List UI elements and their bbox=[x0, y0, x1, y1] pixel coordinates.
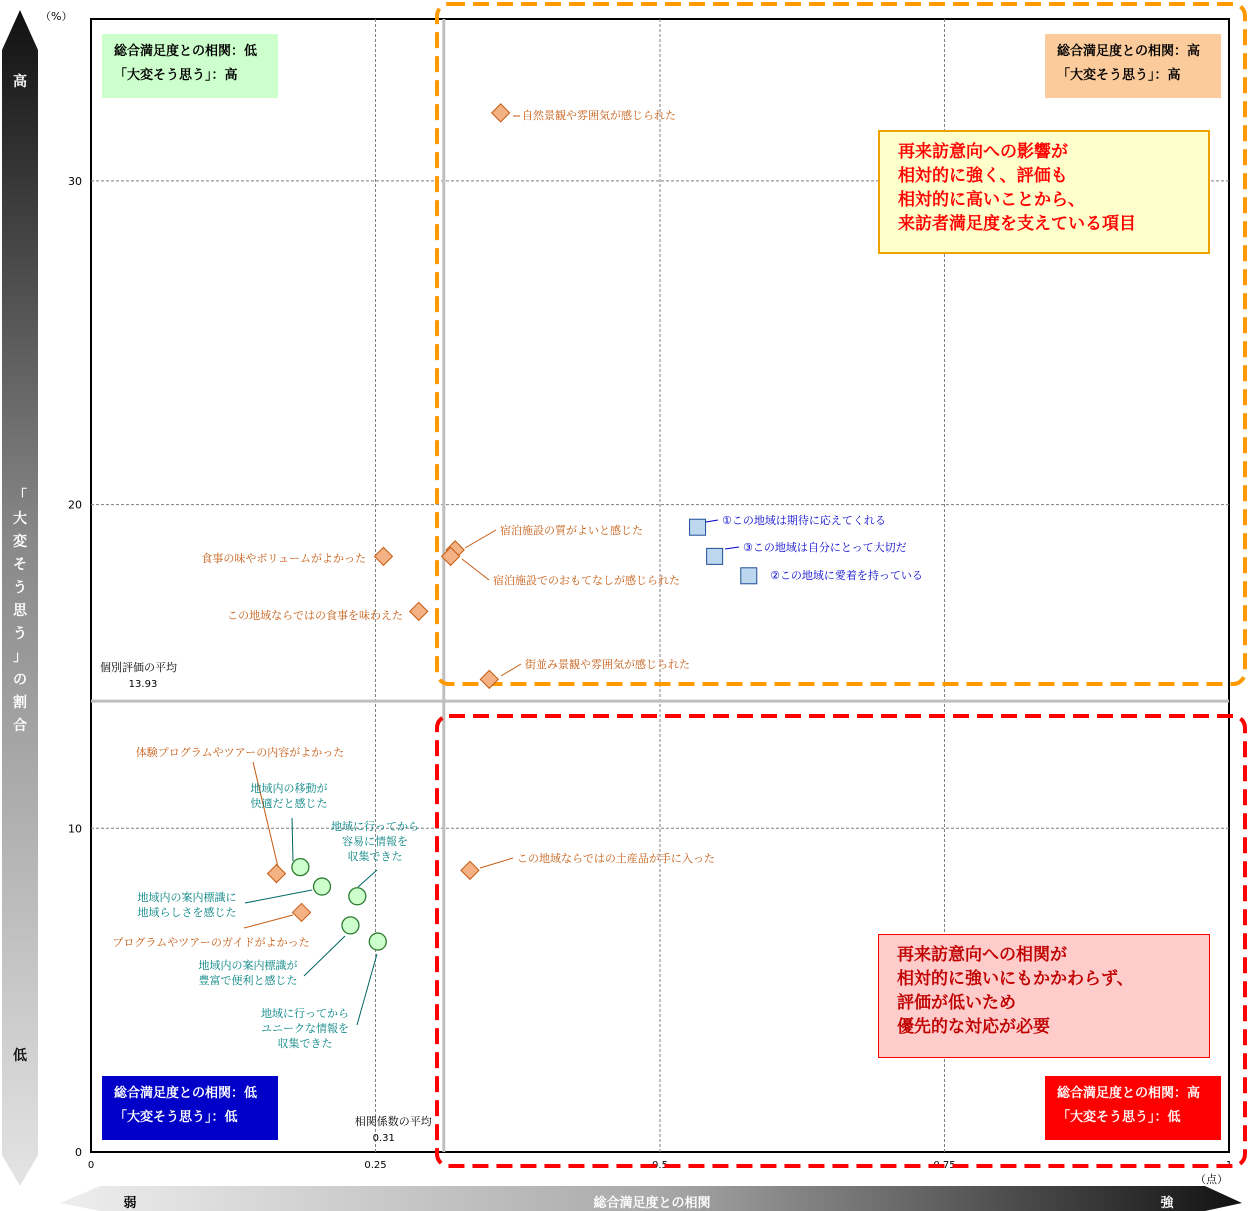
y-axis-title-char: 合 bbox=[13, 718, 27, 734]
x-axis-strong-label: 強 bbox=[1160, 1196, 1174, 1211]
y-tick-label: 10 bbox=[68, 822, 82, 836]
callout-strength-line3: 相対的に高いことから、 bbox=[898, 190, 1085, 210]
point-label: 宿泊施設でのおもてなしが感じられた bbox=[493, 574, 680, 587]
y-axis-title-char: そ bbox=[13, 557, 27, 573]
circle-marker bbox=[292, 859, 309, 876]
x-axis-weak-label: 弱 bbox=[123, 1196, 137, 1211]
circle-marker bbox=[314, 878, 331, 895]
y-axis-title-char: 「 bbox=[13, 488, 27, 504]
quadrant-tl-line2: 「大変そう思う」：高 bbox=[114, 68, 238, 83]
y-axis-title-char: 」 bbox=[13, 649, 27, 665]
x-tick-label: 0.5 bbox=[652, 1160, 668, 1171]
quadrant-bl-line1: 総合満足度との相関：低 bbox=[114, 1086, 258, 1101]
callout-priority-line1: 再来訪意向への相関が bbox=[897, 945, 1067, 965]
y-axis-title-char: 思 bbox=[13, 603, 27, 619]
mean-rating-value: 13.93 bbox=[128, 679, 158, 691]
point-label: 街並み景観や雰囲気が感じられた bbox=[525, 658, 690, 671]
quadrant-bl-line2: 「大変そう思う」：低 bbox=[114, 1110, 238, 1125]
circle-marker bbox=[369, 933, 386, 950]
y-axis-title bbox=[13, 487, 28, 734]
y-axis-title-char: の bbox=[13, 672, 27, 688]
x-tick-label: 0.25 bbox=[364, 1160, 387, 1171]
point-label: 宿泊施設の質がよいと感じた bbox=[500, 524, 643, 537]
point-label: 地域内の案内標識が豊富で便利と感じた bbox=[198, 959, 298, 987]
point-label: ③この地域は自分にとって大切だ bbox=[743, 541, 907, 554]
y-axis-title-char: う bbox=[13, 580, 27, 596]
quadrant-br-line2: 「大変そう思う」：低 bbox=[1057, 1110, 1181, 1125]
y-axis-title-char: 大 bbox=[13, 511, 27, 527]
circle-marker bbox=[342, 917, 359, 934]
point-label: この地域ならではの土産品が手に入った bbox=[517, 852, 715, 865]
callout-priority-line2: 相対的に強いにもかかわらず、 bbox=[897, 969, 1134, 989]
quadrant-label-bottom-right bbox=[1045, 1076, 1221, 1140]
mean-correlation-label: 相関係数の平均 bbox=[354, 1115, 432, 1128]
point-label: 食事の味やボリュームがよかった bbox=[201, 552, 366, 565]
quadrant-br-line1: 総合満足度との相関：高 bbox=[1057, 1086, 1201, 1101]
square-marker bbox=[707, 548, 723, 564]
y-unit-label: （%） bbox=[40, 10, 73, 23]
circle-marker bbox=[349, 888, 366, 905]
point-label: 体験プログラムやツアーの内容がよかった bbox=[135, 746, 345, 759]
point-label: 地域内の案内標識に地域らしさを感じた bbox=[137, 891, 237, 919]
x-axis-title: 総合満足度との相関 bbox=[593, 1196, 711, 1211]
callout-strength-line4: 来訪者満足度を支えている項目 bbox=[898, 214, 1136, 234]
y-axis-high-label: 高 bbox=[13, 74, 27, 90]
y-tick-label: 30 bbox=[68, 174, 82, 188]
point-label: この地域ならではの食事を味わえた bbox=[227, 609, 403, 622]
quadrant-label-top-right bbox=[1045, 34, 1221, 98]
square-marker bbox=[690, 519, 706, 535]
x-tick-label: 0.75 bbox=[933, 1160, 956, 1171]
quadrant-tl-line1: 総合満足度との相関：低 bbox=[114, 44, 258, 59]
y-tick-label: 20 bbox=[68, 498, 82, 512]
callout-strength-line1: 再来訪意向への影響が bbox=[898, 142, 1068, 162]
quadrant-tr-line1: 総合満足度との相関：高 bbox=[1057, 44, 1201, 59]
point-label: ①この地域は期待に応えてくれる bbox=[722, 514, 886, 527]
mean-correlation-value: 0.31 bbox=[372, 1133, 395, 1144]
y-axis-title-char: 割 bbox=[13, 695, 27, 711]
y-axis-arrow bbox=[2, 10, 38, 1186]
callout-strength bbox=[878, 130, 1210, 254]
quadrant-label-bottom-left bbox=[102, 1076, 278, 1140]
point-label: 地域に行ってからユニークな情報を収集できた bbox=[261, 1007, 349, 1050]
point-label: プログラムやツアーのガイドがよかった bbox=[112, 936, 310, 949]
y-axis-title-char: 変 bbox=[13, 534, 27, 550]
mean-rating-label: 個別評価の平均 bbox=[100, 661, 177, 675]
x-tick-label: 0 bbox=[87, 1160, 95, 1171]
y-tick-label: 0 bbox=[75, 1146, 82, 1159]
x-unit-label: （点） bbox=[1195, 1173, 1228, 1186]
y-axis-low-label: 低 bbox=[13, 1048, 27, 1064]
callout-priority bbox=[878, 934, 1210, 1058]
callout-priority-line3: 評価が低いため bbox=[897, 993, 1016, 1013]
y-axis-title-char: う bbox=[13, 626, 27, 642]
square-marker bbox=[741, 568, 757, 584]
quadrant-label-top-left bbox=[102, 34, 278, 98]
point-label: 地域に行ってから容易に情報を収集できた bbox=[331, 820, 419, 863]
callout-priority-line4: 優先的な対応が必要 bbox=[897, 1017, 1050, 1037]
quadrant-tr-line2: 「大変そう思う」：高 bbox=[1057, 68, 1181, 83]
x-tick-label: 1 bbox=[1225, 1160, 1233, 1171]
point-label: 自然景観や雰囲気が感じられた bbox=[522, 109, 676, 122]
point-label: 地域内の移動が快適だと感じた bbox=[250, 782, 328, 810]
callout-strength-line2: 相対的に強く、評価も bbox=[898, 166, 1068, 186]
point-label: ②この地域に愛着を持っている bbox=[770, 569, 923, 582]
